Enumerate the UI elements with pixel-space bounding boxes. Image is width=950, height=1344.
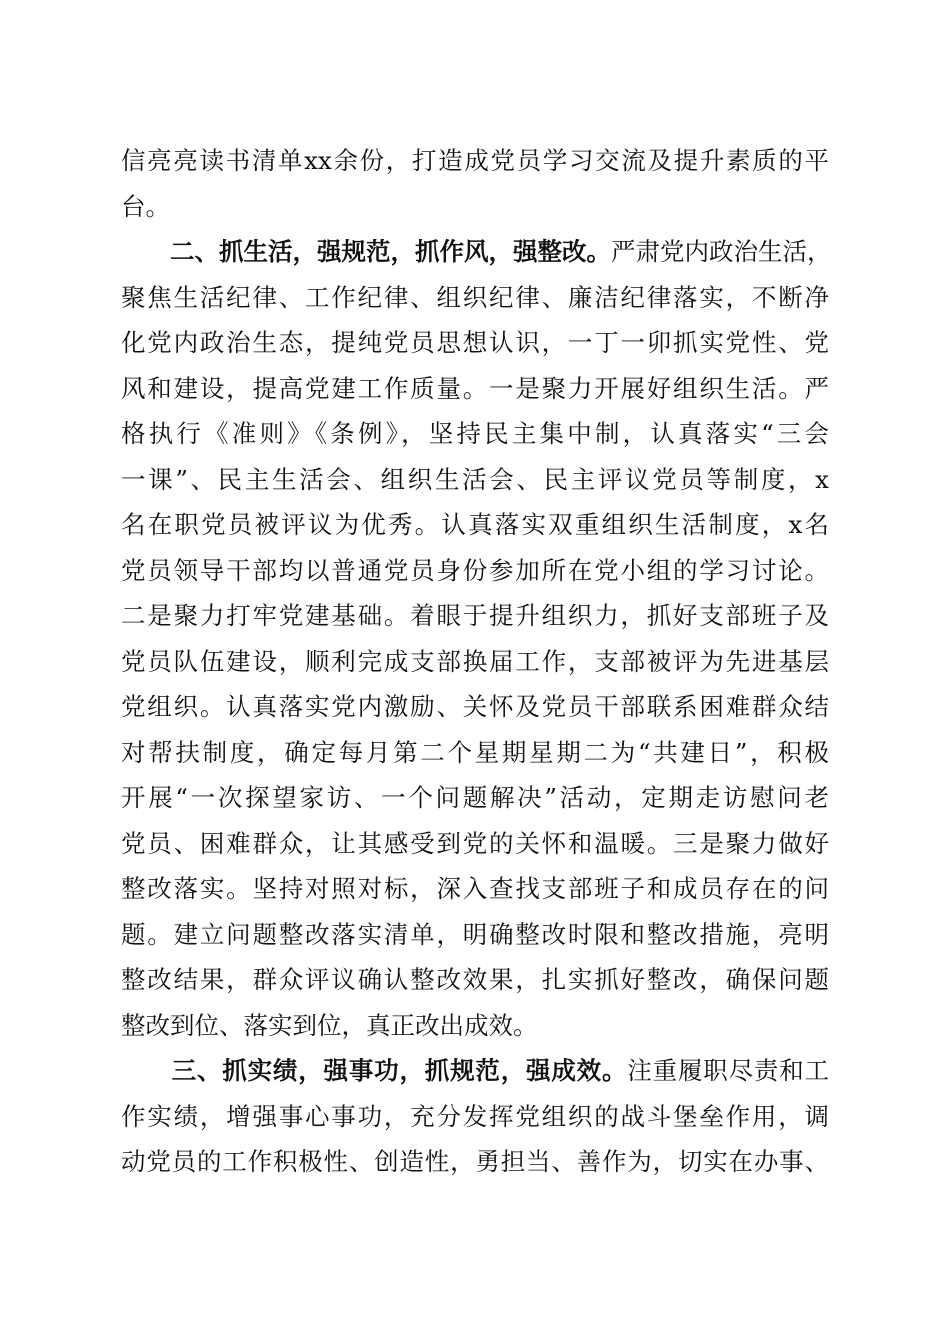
- text-line: 名在职党员被评议为优秀。认真落实双重组织生活制度，x名: [121, 510, 829, 539]
- text-line: 党员、困难群众，让其感受到党的关怀和温暖。三是聚力做好: [121, 828, 829, 858]
- text-line: 开展“一次探望家访、一个问题解决”活动，定期走访慰问老: [121, 783, 829, 812]
- section-2-heading: 二、抓生活，强规范，抓作风，强整改。: [170, 237, 611, 266]
- paragraph-3-first-line: [121, 1048, 829, 1094]
- text-line: 信亮亮读书清单xx余份，打造成党员学习交流及提升素质的平: [121, 146, 829, 175]
- text-line: 党员领导干部均以普通党员身份参加所在党小组的学习讨论。: [121, 555, 829, 585]
- text-line: 作实绩，增强事心事功，充分发挥党组织的战斗堡垒作用，调: [121, 1101, 829, 1131]
- text-line: 风和建设，提高党建工作质量。一是聚力开展好组织生活。严: [121, 373, 829, 403]
- section-3-heading: 三、抓实绩，强事功，抓规范，强成效。: [171, 1056, 628, 1085]
- text-line: 整改结果，群众评议确认整改效果，扎实抓好整改，确保问题: [121, 965, 829, 994]
- text-line: 格执行《准则》《条例》，坚持民主集中制，认真落实“三会: [121, 419, 829, 448]
- text-line: 化党内政治生态，提纯党员思想认识，一丁一卯抓实党性、党: [121, 328, 829, 357]
- text-line: 党组织。认真落实党内激励、关怀及党员干部联系困难群众结: [121, 692, 829, 721]
- section-3-text: 注重履职尽责和工: [627, 1056, 830, 1085]
- text-line: 党员队伍建设，顺利完成支部换届工作，支部被评为先进基层: [121, 646, 829, 676]
- text-line: 聚焦生活纪律、工作纪律、组织纪律、廉洁纪律落实，不断净: [121, 282, 829, 312]
- text-line: 整改到位、落实到位，真正改出成效。: [121, 1010, 538, 1040]
- paragraph-2-first-line: [121, 229, 832, 275]
- text-line: 二是聚力打牢党建基础。着眼于提升组织力，抓好支部班子及: [121, 601, 829, 630]
- text-line: 对帮扶制度，确定每月第二个星期星期二为“共建日”，积极: [121, 737, 829, 767]
- text-line: 动党员的工作积极性、创造性，勇担当、善作为，切实在办事、: [121, 1147, 829, 1176]
- text-line: 题。建立问题整改落实清单，明确整改时限和整改措施，亮明: [121, 919, 829, 949]
- document-body: [121, 138, 832, 1185]
- text-line: 一课”、民主生活会、组织生活会、民主评议党员等制度，x: [121, 464, 829, 494]
- section-2-text: 严肃党内政治生活，: [611, 237, 832, 266]
- text-line: 整改落实。坚持对照对标，深入查找支部班子和成员存在的问: [121, 874, 829, 903]
- text-line: 台。: [121, 191, 170, 221]
